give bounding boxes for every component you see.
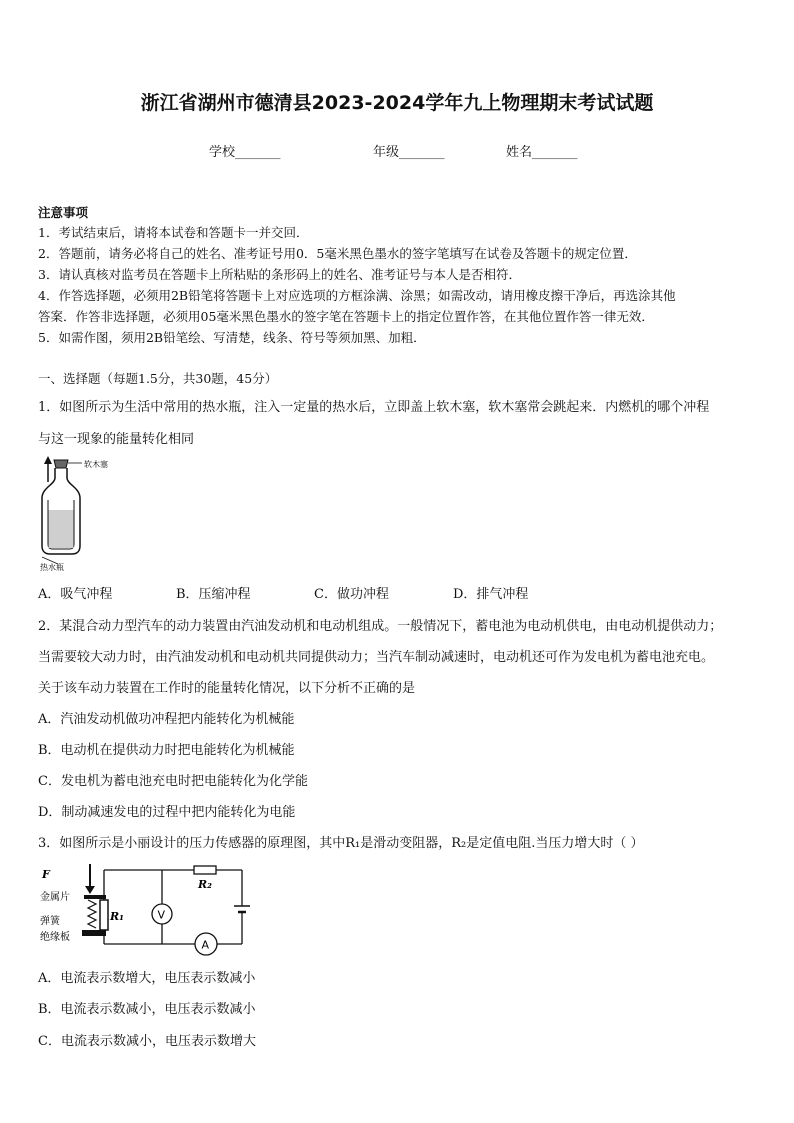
- q1-option: B．压缩冲程: [176, 587, 251, 602]
- q2-stem: 关于该车动力装置在工作时的能量转化情况，以下分析不正确的是: [38, 681, 416, 696]
- q2-option: D．制动减速发电的过程中把内能转化为电能: [38, 805, 296, 820]
- cork-label: 软木塞: [84, 460, 108, 469]
- q2-stem: 当需要较大动力时，由汽油发动机和电动机共同提供动力；当汽车制动减速时，电动机还可作为发电机为蓄电池充电。: [38, 650, 715, 665]
- q2-stem: 2．某混合动力型汽车的动力装置由汽油发动机和电动机组成。一般情况下，蓄电池为电动机供电，由电动机提供动力；: [38, 619, 723, 634]
- q2-option: A．汽油发动机做功冲程把内能转化为机械能: [38, 712, 295, 727]
- q1-option: A．吸气冲程: [38, 587, 113, 602]
- q2-option: C．发电机为蓄电池充电时把电能转化为化学能: [38, 774, 308, 789]
- q1-stem: 1．如图所示为生活中常用的热水瓶，注入一定量的热水后，立即盖上软木塞，软木塞常会跳起来．内燃机的哪个冲程: [38, 400, 710, 415]
- q1-option: C．做功冲程: [314, 587, 389, 602]
- q2-option: B．电动机在提供动力时把电能转化为机械能: [38, 743, 295, 758]
- spring-label: 弹簧: [40, 916, 60, 927]
- section-heading: 一、选择题（每题1.5分，共30题，45分）: [38, 371, 278, 386]
- ammeter-label: A: [201, 938, 210, 952]
- q3-option: C．电流表示数减小，电压表示数增大: [38, 1034, 256, 1049]
- notice-item: 3．请认真核对监考员在答题卡上所粘贴的条形码上的姓名、准考证号与本人是否相符．: [38, 267, 521, 282]
- q1-option: D．排气冲程: [453, 587, 529, 602]
- pressure-sensor-circuit: [38, 858, 256, 958]
- name-field: 姓名_______: [506, 145, 578, 160]
- voltmeter-label: V: [157, 908, 166, 922]
- school-field: 学校_______: [209, 145, 281, 160]
- thermos-label: 热水瓶: [40, 563, 64, 572]
- metal-label: 金属片: [40, 892, 70, 903]
- notice-item: 答案．作答非选择题，必须用05毫米黑色墨水的签字笔在答题卡上的指定位置作答，在其他位置作答一律无效．: [38, 309, 654, 324]
- force-label: F: [42, 868, 50, 881]
- notice-item: 1．考试结束后，请将本试卷和答题卡一并交回．: [38, 225, 309, 240]
- q3-option: A．电流表示数增大，电压表示数减小: [38, 971, 256, 986]
- q3-stem: 3．如图所示是小丽设计的压力传感器的原理图，其中R₁是滑动变阻器，R₂是定值电阻.当压力增大时（ ）: [38, 836, 644, 851]
- q1-stem: 与这一现象的能量转化相同: [38, 432, 195, 447]
- q3-option: B．电流表示数减小，电压表示数减小: [38, 1002, 256, 1017]
- insulator-label: 绝缘板: [40, 932, 70, 943]
- notice-heading: 注意事项: [38, 205, 89, 220]
- page-title: 浙江省湖州市德清县2023-2024学年九上物理期末考试试题: [140, 92, 654, 114]
- notice-item: 2．答题前，请务必将自己的姓名、准考证号用0．5毫米黑色墨水的签字笔填写在试卷及答题卡的规定位置．: [38, 246, 637, 261]
- thermos-figure: [38, 454, 128, 572]
- grade-field: 年级_______: [373, 145, 445, 160]
- r1-label: R₁: [110, 910, 124, 923]
- r2-label: R₂: [198, 878, 212, 891]
- notice-item: 5．如需作图，须用2B铅笔绘、写清楚，线条、符号等须加黑、加粗．: [38, 330, 426, 345]
- notice-item: 4．作答选择题，必须用2B铅笔将答题卡上对应选项的方框涂满、涂黑；如需改动，请用橡皮擦干净后，再选涂其他: [38, 288, 676, 303]
